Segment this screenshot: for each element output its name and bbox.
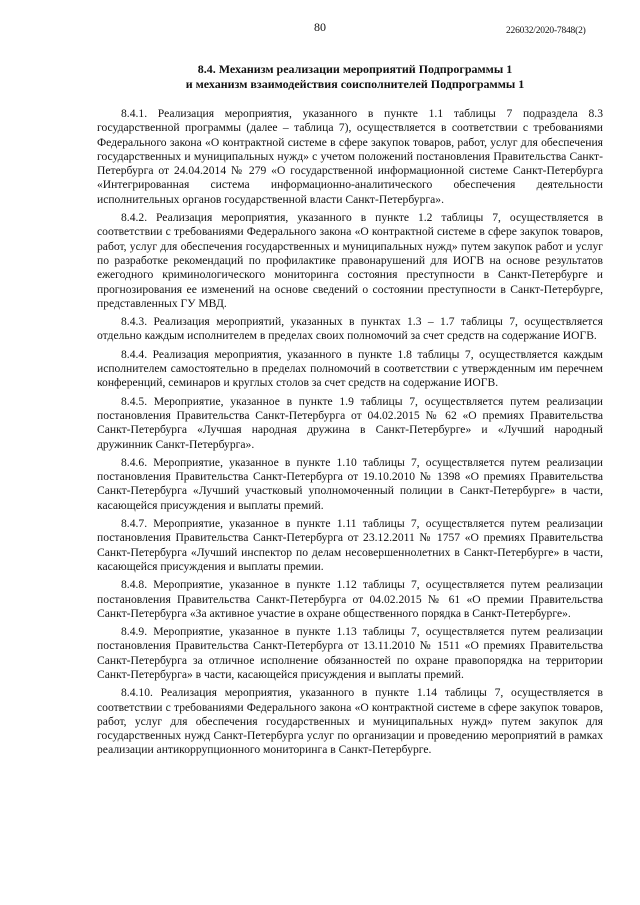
paragraph-8-4-9: 8.4.9. Мероприятие, указанное в пункте 1.13 таблицы 7, осуществляется путем реализации постановления Правительства Санкт-Петербурга от 13.11.2010 № 1511 «О премиях Правительства Санкт-Петербурга за отличное исполнение обязанностей по охране правопорядка на территории Санкт-Петербурга» в части, касающейся присуждения и выплаты премий. (97, 625, 603, 681)
paragraph-8-4-4: 8.4.4. Реализация мероприятия, указанного в пункте 1.8 таблицы 7, осуществляется каждым исполнителем самостоятельно в пределах полномочий в соответствии с утвержденным им перечнем конференций, семинаров и круглых столов за счет средств на содержание ИОГВ. (97, 347, 603, 390)
paragraph-8-4-3: 8.4.3. Реализация мероприятий, указанных в пунктах 1.3 – 1.7 таблицы 7, осуществляется отдельно каждым исполнителем в пределах своих полномочий за счет средств на содержание ИОГВ. (97, 315, 603, 343)
paragraph-8-4-2: 8.4.2. Реализация мероприятия, указанного в пункте 1.2 таблицы 7, осуществляется в соответствии с требованиями Федерального закона «О контрактной системе в сфере закупок товаров, работ, услуг для обеспечения государственных и муниципальных нужд» путем закупок работ и услуг по разработке рекомендаций по профилактике правонарушений для ИОГВ на основе результатов ежегодного криминологического мониторинга состояния преступности в Санкт-Петербурге и прогнозирования ее изменений на основе сведений о состоянии преступности в Санкт-Петербурге, представленных ГУ МВД. (97, 211, 603, 310)
paragraph-8-4-1: 8.4.1. Реализация мероприятия, указанного в пункте 1.1 таблицы 7 подраздела 8.3 государственной программы (далее – таблица 7), осуществляется в соответствии с требованиями Федерального закона «О контрактной системе в сфере закупок товаров, работ, услуг для обеспечения государственных и муниципальных нужд» с учетом положений постановления Правительства Санкт-Петербурга от 24.04.2014 № 279 «О государственной информационной системе Санкт-Петербурга «Интегрированная система информационно-аналитического обеспечения деятельности исполнительных органов государственной власти Санкт-Петербурга». (97, 107, 603, 206)
section-heading-line-1: 8.4. Механизм реализации мероприятий Подпрограммы 1 (197, 62, 513, 76)
paragraph-8-4-7: 8.4.7. Мероприятие, указанное в пункте 1.11 таблицы 7, осуществляется путем реализации постановления Правительства Санкт-Петербурга от 23.12.2011 № 1757 «О премиях Правительства Санкт-Петербурга «Лучший инспектор по делам несовершеннолетних в Санкт-Петербурге» в части, касающейся присуждения и выплаты премии. (97, 517, 603, 573)
document-id: 226032/2020-7848(2) (506, 26, 586, 36)
page-number: 80 (314, 20, 326, 34)
section-heading-line-2: и механизм взаимодействия соисполнителей Подпрограммы 1 (185, 77, 525, 91)
paragraph-8-4-10: 8.4.10. Реализация мероприятия, указанного в пункте 1.14 таблицы 7, осуществляется в соответствии с требованиями Федерального закона «О контрактной системе в сфере закупок товаров, работ, услуг для обеспечения государственных и муниципальных нужд» путем закупок для государственных нужд Санкт-Петербурга услуг по организации и проведению мероприятий в рамках реализации антикоррупционного мониторинга в Санкт-Петербурге. (97, 686, 603, 757)
section-heading (90, 62, 620, 92)
document-body (97, 107, 603, 762)
paragraph-8-4-8: 8.4.8. Мероприятие, указанное в пункте 1.12 таблицы 7, осуществляется путем реализации постановления Правительства Санкт-Петербурга от 04.02.2015 № 61 «О премии Правительства Санкт-Петербурга «За активное участие в охране общественного порядка в Санкт-Петербурге». (97, 578, 603, 620)
paragraph-8-4-5: 8.4.5. Мероприятие, указанное в пункте 1.9 таблицы 7, осуществляется путем реализации постановления Правительства Санкт-Петербурга от 04.02.2015 № 62 «О премиях Правительства Санкт-Петербурга «Лучшая народная дружина в Санкт-Петербурге» и «Лучший народный дружинник Санкт-Петербурга». (97, 394, 603, 451)
paragraph-8-4-6: 8.4.6. Мероприятие, указанное в пункте 1.10 таблицы 7, осуществляется путем реализации постановления Правительства Санкт-Петербурга от 19.10.2010 № 1398 «О премиях Правительства Санкт-Петербурга «Лучший участковый уполномоченный полиции в Санкт-Петербурге» в части, касающейся присуждения и выплаты премий. (97, 455, 603, 512)
